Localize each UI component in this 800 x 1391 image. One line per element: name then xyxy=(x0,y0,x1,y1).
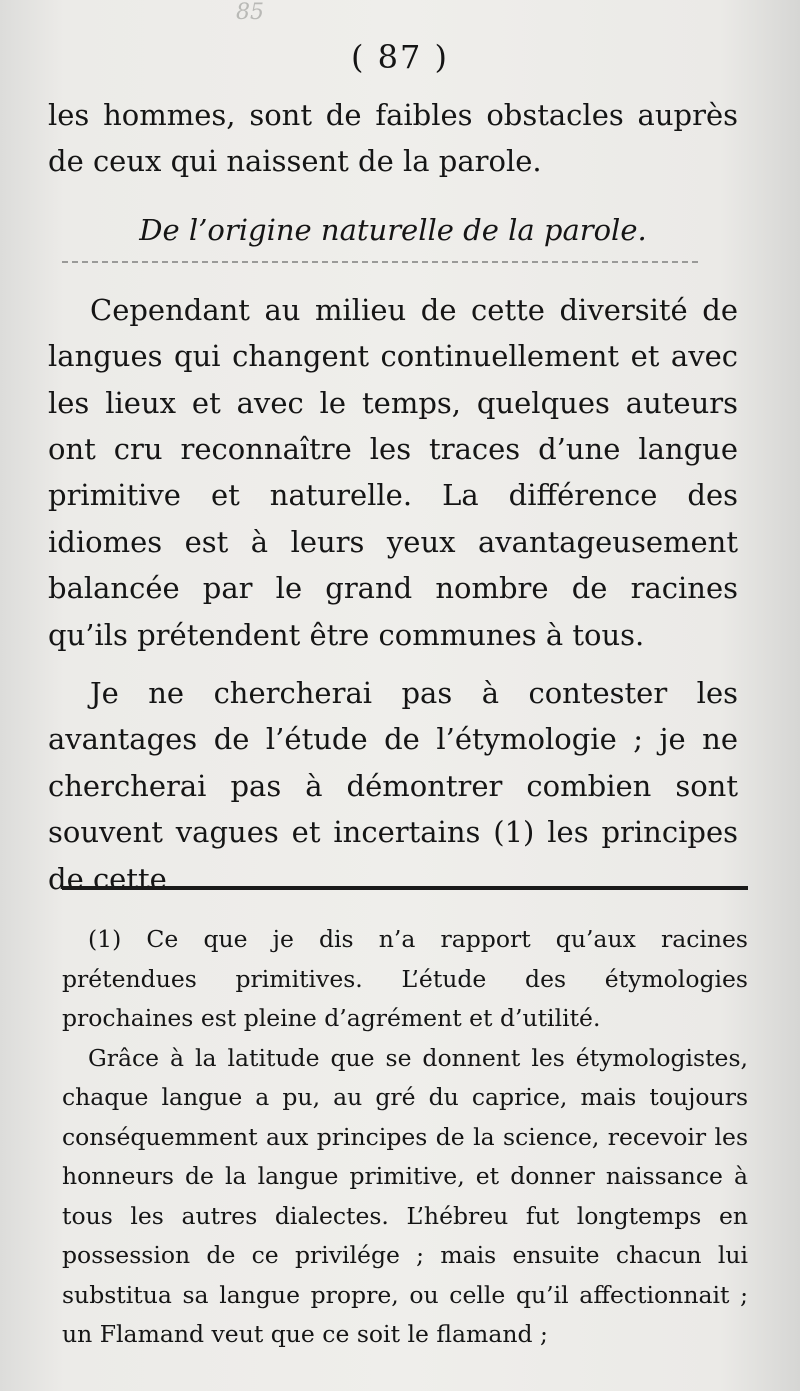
page-number: ( 87 ) xyxy=(350,38,450,76)
footnote-1: (1) Ce que je dis n’a rapport qu’aux racines prétendues primitives. L’étude des étymologies prochaines est pleine d’agrément et d’utilité. xyxy=(62,925,748,1032)
opening-paragraph: les hommes, sont de faibles obstacles auprès de ceux qui naissent de la parole. xyxy=(48,98,738,179)
paragraph-2: Je ne chercherai pas à contester les avantages de l’étude de l’étymologie ; je ne chercherai pas à démontrer combien sont souvent vagues et incertains (1) les principes de cette xyxy=(48,676,738,896)
footnote-rule xyxy=(62,886,748,890)
pencil-annotation: 85 xyxy=(236,0,264,25)
heading-rule xyxy=(62,261,698,263)
footnotes xyxy=(62,920,748,1355)
paragraph-1: Cependant au milieu de cette diversité de langues qui changent continuellement et avec les lieux et avec le temps, quelques auteurs ont cru reconnaître les traces d’une langue primitive et naturelle. La différence des idiomes est à leurs yeux avantageusement balancée par le grand nombre de racines qu’ils prétendent être communes à tous. xyxy=(48,292,738,652)
section-heading: De l’origine naturelle de la parole. xyxy=(139,212,647,247)
paragraph-gap xyxy=(48,658,738,670)
main-text xyxy=(48,92,738,902)
footnote-2: Grâce à la latitude que se donnent les étymologistes, chaque langue a pu, au gré du caprice, mais toujours conséquemment aux principes de la science, recevoir les honneurs de la langue primitive, et donner naissance à tous les autres dialectes. L’hébreu fut longtemps en possession de ce privilége ; mais ensuite chacun lui substitua sa langue propre, ou celle qu’il affectionnait ; un Flamand veut que ce soit le flamand ; xyxy=(62,1043,748,1348)
